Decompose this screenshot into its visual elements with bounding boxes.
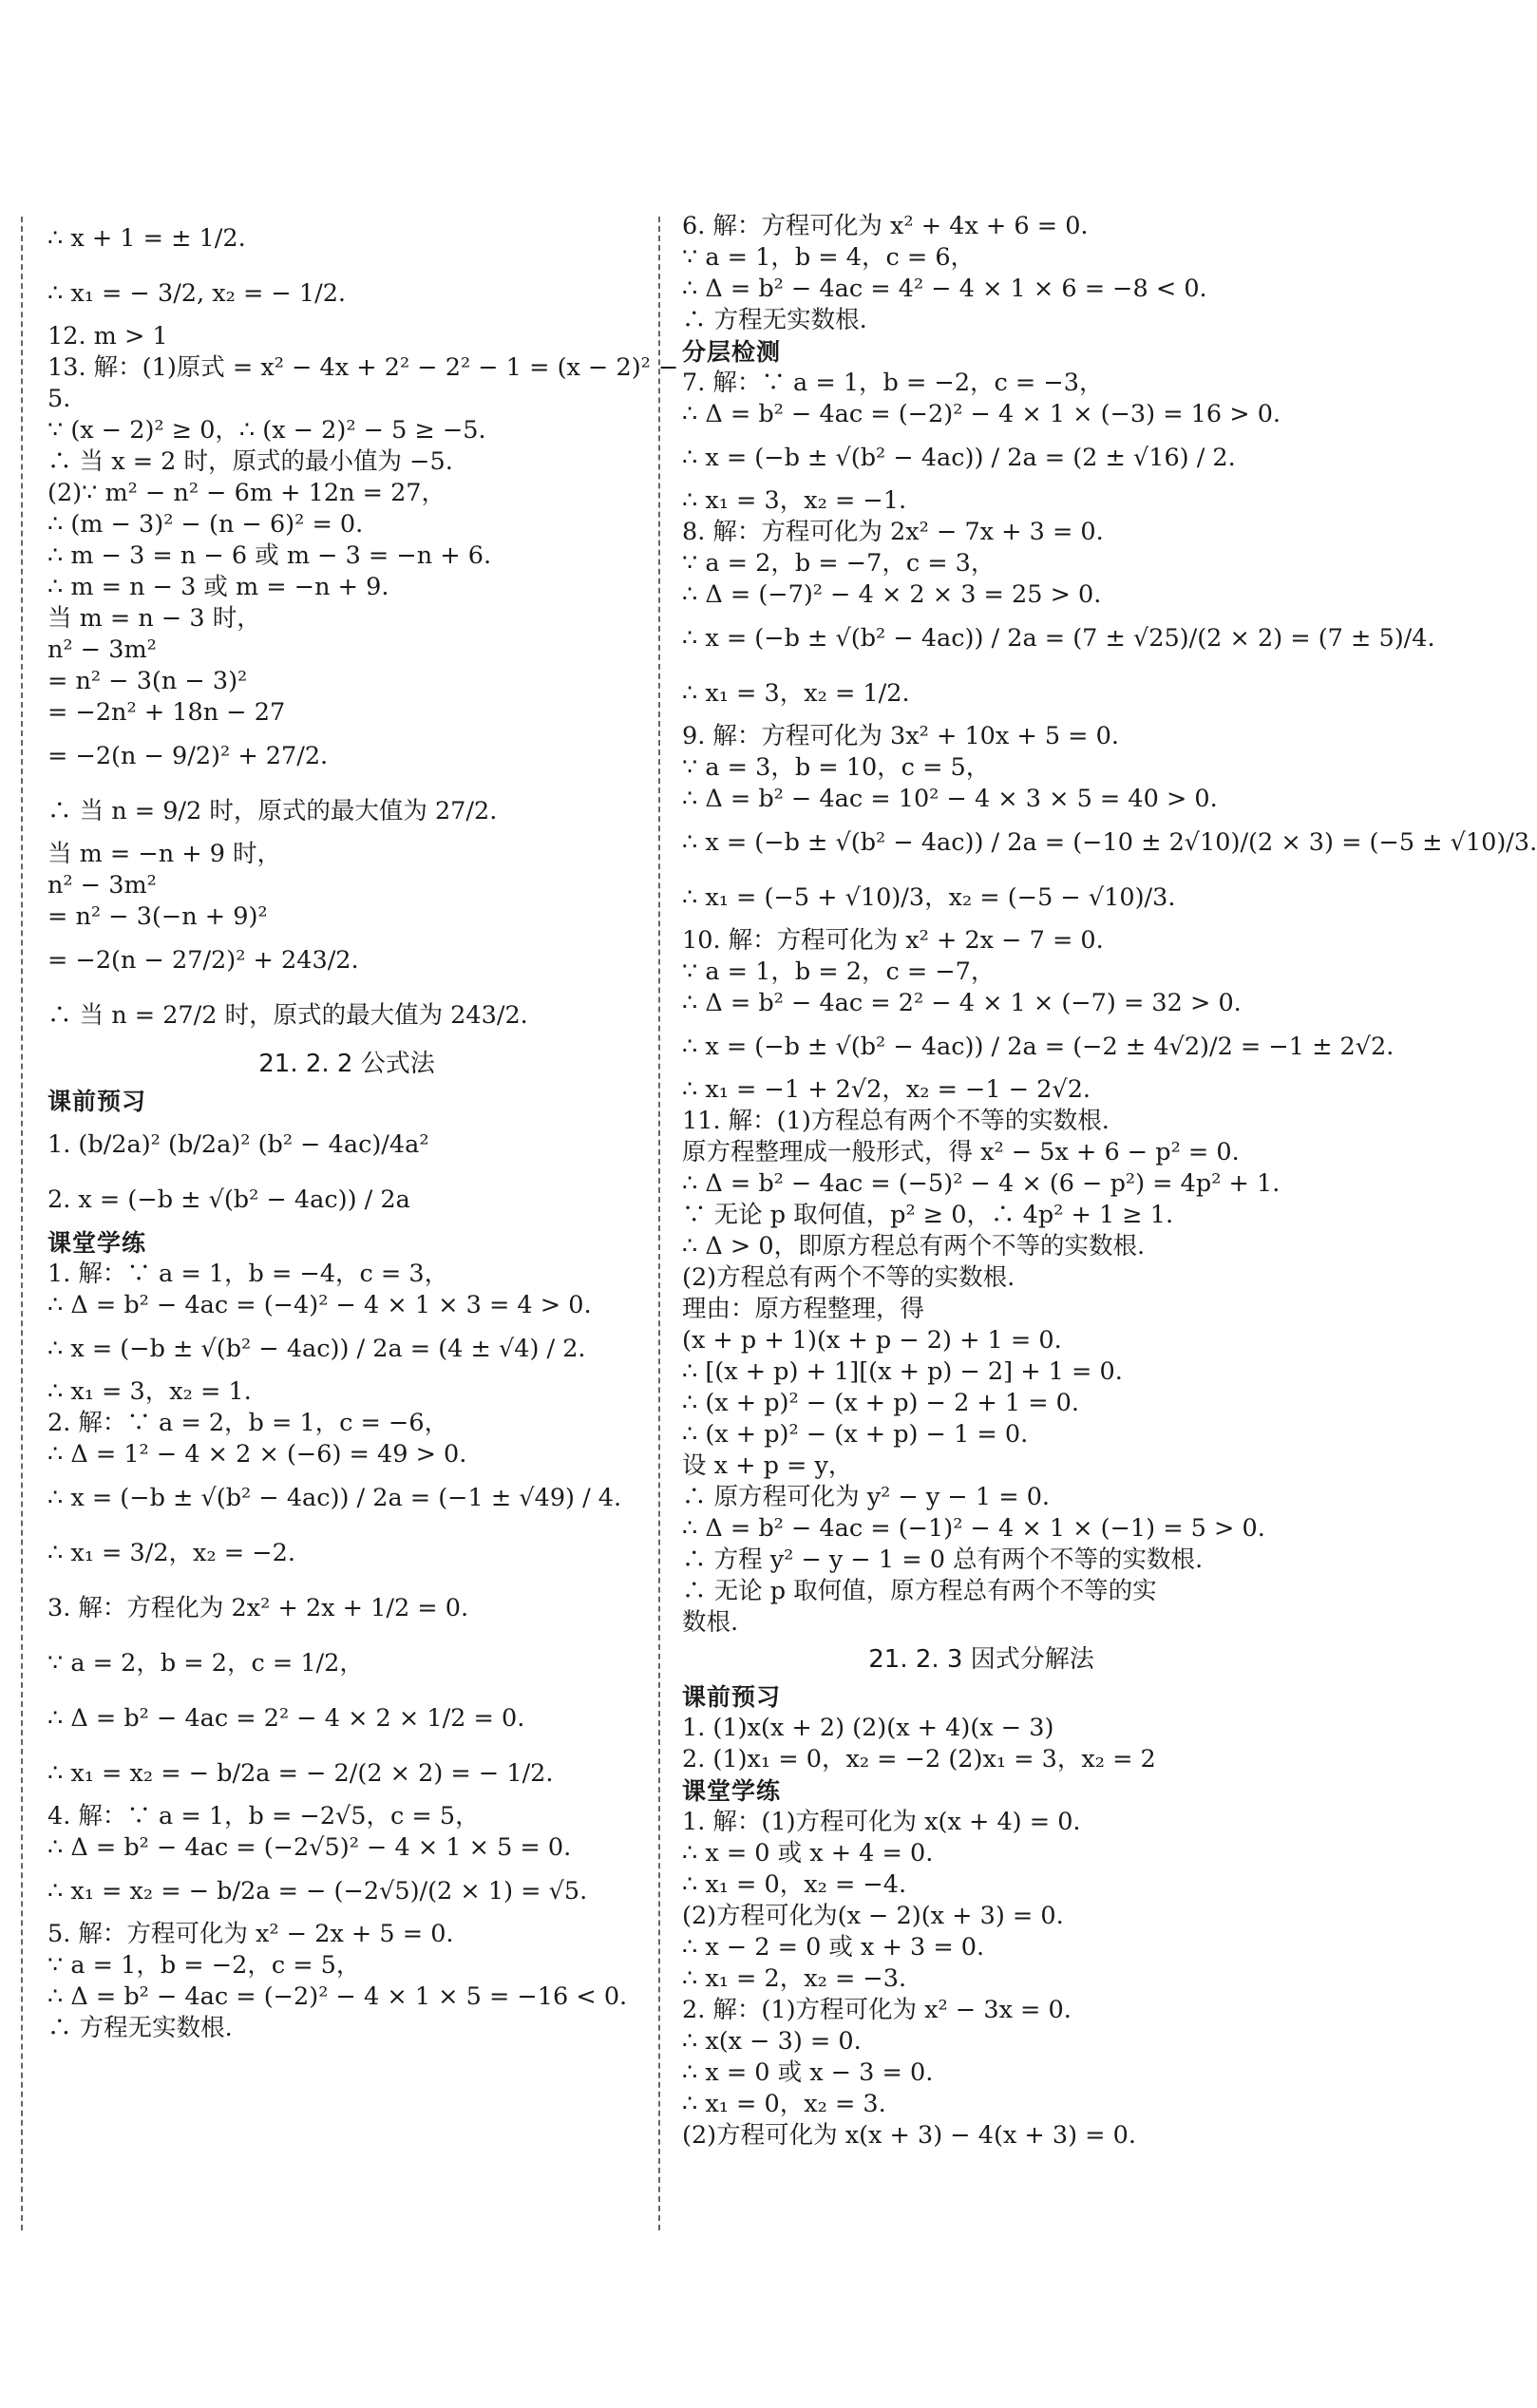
text-line: ∴ (x + p)² − (x + p) − 2 + 1 = 0.	[682, 1389, 1079, 1417]
text-line: ∴ x₁ = 0，x₂ = −4.	[682, 1870, 907, 1899]
text-line: = −2(n − 9/2)² + 27/2.	[47, 742, 329, 770]
text-line: 原方程整理成一般形式，得 x² − 5x + 6 − p² = 0.	[682, 1138, 1240, 1166]
text-line: 9. 解：方程可化为 3x² + 10x + 5 = 0.	[682, 722, 1119, 750]
text-line: ∴ Δ = b² − 4ac = (−2)² − 4 × 1 × (−3) = 16 > 0.	[682, 400, 1281, 428]
text-line: 1. (1)x(x + 2) (2)(x + 4)(x − 3)	[682, 1714, 1054, 1742]
section-title: 21. 2. 2 公式法	[258, 1050, 435, 1078]
text-line: 8. 解：方程可化为 2x² − 7x + 3 = 0.	[682, 518, 1104, 546]
text-line: ∴ Δ = b² − 4ac = (−5)² − 4 × (6 − p²) = 4p² + 1.	[682, 1169, 1281, 1198]
column-divider	[658, 217, 660, 2230]
text-line: ∴ x = (−b ± √(b² − 4ac)) / 2a = (−2 ± 4√2)/2 = −1 ± 2√2.	[682, 1033, 1395, 1061]
text-line: ∴ x = (−b ± √(b² − 4ac)) / 2a = (−10 ± 2√10)/(2 × 3) = (−5 ± √10)/3.	[682, 828, 1537, 857]
left-margin-dash	[21, 217, 23, 2230]
text-line: 7. 解：∵ a = 1，b = −2，c = −3，	[682, 369, 1104, 397]
text-line: = n² − 3(n − 3)²	[47, 667, 248, 695]
text-line: ∴ 无论 p 取何值，原方程总有两个不等的实	[682, 1577, 1157, 1605]
text-line: ∴ 原方程可化为 y² − y − 1 = 0.	[682, 1483, 1051, 1511]
text-line: ∴ x = 0 或 x + 4 = 0.	[682, 1839, 934, 1868]
text-line: 数根.	[682, 1608, 739, 1637]
text-line: ∴ x − 2 = 0 或 x + 3 = 0.	[682, 1933, 985, 1962]
text-line: 10. 解：方程可化为 x² + 2x − 7 = 0.	[682, 926, 1104, 955]
text-line: ∴ x₁ = 0，x₂ = 3.	[682, 2090, 886, 2118]
text-line: ∵ a = 2，b = −7，c = 3，	[682, 549, 996, 578]
text-line: ∴ x₁ = (−5 + √10)/3，x₂ = (−5 − √10)/3.	[682, 883, 1176, 912]
text-line: ∴ Δ = b² − 4ac = (−2)² − 4 × 1 × 5 = −16 < 0.	[47, 1982, 628, 2011]
text-line: ∴ 方程无实数根.	[47, 2014, 233, 2042]
text-line: (2)方程总有两个不等的实数根.	[682, 1263, 1015, 1292]
text-line: ∴ x = (−b ± √(b² − 4ac)) / 2a = (−1 ± √49) / 4.	[47, 1484, 622, 1512]
text-line: n² − 3m²	[47, 871, 157, 900]
text-line: ∴ 方程 y² − y − 1 = 0 总有两个不等的实数根.	[682, 1545, 1204, 1574]
text-line: ∴ Δ = b² − 4ac = 4² − 4 × 1 × 6 = −8 < 0.	[682, 275, 1207, 303]
text-line: ∴ x₁ = x₂ = − b/2a = − 2/(2 × 2) = − 1/2.	[47, 1759, 554, 1788]
text-line: ∴ x₁ = 3/2，x₂ = −2.	[47, 1539, 295, 1567]
right-column	[682, 211, 1537, 2152]
text-line: 1. 解：(1)方程可化为 x(x + 4) = 0.	[682, 1808, 1081, 1836]
text-line: ∵ a = 1，b = 2，c = −7，	[682, 958, 996, 986]
text-line: ∴ Δ = b² − 4ac = (−1)² − 4 × 1 × (−1) = 5 > 0.	[682, 1514, 1265, 1543]
text-line: n² − 3m²	[47, 635, 157, 664]
text-line: ∴ x₁ = x₂ = − b/2a = − (−2√5)/(2 × 1) = √5.	[47, 1877, 588, 1906]
text-line: 3. 解：方程化为 2x² + 2x + 1/2 = 0.	[47, 1594, 469, 1622]
text-line: ∴ Δ = (−7)² − 4 × 2 × 3 = 25 > 0.	[682, 580, 1102, 609]
text-line: ∴ Δ = b² − 4ac = (−2√5)² − 4 × 1 × 5 = 0.	[47, 1833, 572, 1862]
text-line: 1. (b/2a)² (b/2a)² (b² − 4ac)/4a²	[47, 1130, 429, 1159]
text-line: ∴ [(x + p) + 1][(x + p) − 2] + 1 = 0.	[682, 1357, 1123, 1386]
section-heading: 课前预习	[47, 1088, 147, 1115]
text-line: ∴ (m − 3)² − (n − 6)² = 0.	[47, 510, 364, 539]
text-line: 2. x = (−b ± √(b² − 4ac)) / 2a	[47, 1185, 410, 1214]
text-line: 当 m = n − 3 时，	[47, 604, 261, 633]
section-heading: 分层检测	[682, 338, 782, 366]
text-line: (2)方程可化为(x − 2)(x + 3) = 0.	[682, 1902, 1064, 1930]
text-line: ∴ Δ = b² − 4ac = 10² − 4 × 3 × 5 = 40 > 0.	[682, 785, 1218, 813]
text-line: ∴ x₁ = 2，x₂ = −3.	[682, 1964, 907, 1993]
text-line: 6. 解：方程可化为 x² + 4x + 6 = 0.	[682, 212, 1089, 240]
text-line: ∵ a = 1，b = 4，c = 6，	[682, 243, 976, 272]
text-line: ∴ x = (−b ± √(b² − 4ac)) / 2a = (7 ± √25)/(2 × 2) = (7 ± 5)/4.	[682, 624, 1435, 653]
text-line: (2)方程可化为 x(x + 3) − 4(x + 3) = 0.	[682, 2121, 1136, 2150]
text-line: ∴ 当 x = 2 时，原式的最小值为 −5.	[47, 447, 453, 476]
text-line: ∴ 当 n = 9/2 时，原式的最大值为 27/2.	[47, 797, 498, 825]
text-line: 12. m > 1	[47, 322, 168, 351]
text-line: 4. 解：∵ a = 1，b = −2√5，c = 5，	[47, 1802, 480, 1830]
text-line: ∴ x + 1 = ± 1/2.	[47, 224, 246, 253]
text-line: ∴ x = (−b ± √(b² − 4ac)) / 2a = (4 ± √4) / 2.	[47, 1335, 586, 1363]
text-line: ∴ Δ = b² − 4ac = 2² − 4 × 2 × 1/2 = 0.	[47, 1704, 525, 1733]
text-line: 13. 解：(1)原式 = x² − 4x + 2² − 2² − 1 = (x − 2)² −	[47, 353, 679, 382]
text-line: ∴ 当 n = 27/2 时，原式的最大值为 243/2.	[47, 1001, 528, 1030]
text-line: = −2(n − 27/2)² + 243/2.	[47, 946, 359, 975]
section-heading: 课堂学练	[47, 1229, 147, 1257]
text-line: ∴ Δ > 0，即原方程总有两个不等的实数根.	[682, 1232, 1146, 1261]
text-line: (2)∵ m² − n² − 6m + 12n = 27，	[47, 479, 446, 507]
text-line: 理由：原方程整理，得	[682, 1295, 925, 1323]
text-line: ∴ Δ = 1² − 4 × 2 × (−6) = 49 > 0.	[47, 1440, 467, 1469]
text-line: 2. (1)x₁ = 0，x₂ = −2 (2)x₁ = 3，x₂ = 2	[682, 1745, 1156, 1773]
text-line: ∵ a = 2，b = 2，c = 1/2，	[47, 1649, 364, 1678]
text-line: ∴ 方程无实数根.	[682, 306, 867, 334]
text-line: 11. 解：(1)方程总有两个不等的实数根.	[682, 1107, 1110, 1135]
text-line: ∴ m − 3 = n − 6 或 m − 3 = −n + 6.	[47, 541, 492, 570]
text-line: 5. 解：方程可化为 x² − 2x + 5 = 0.	[47, 1920, 454, 1948]
text-line: ∵ (x − 2)² ≥ 0，∴ (x − 2)² − 5 ≥ −5.	[47, 416, 486, 445]
text-line: ∴ x₁ = −1 + 2√2，x₂ = −1 − 2√2.	[682, 1075, 1091, 1104]
text-line: 2. 解：∵ a = 2，b = 1，c = −6，	[47, 1409, 449, 1437]
text-line: ∵ a = 3，b = 10，c = 5，	[682, 753, 991, 782]
text-line: ∴ x₁ = 3，x₂ = 1.	[47, 1377, 252, 1406]
text-line: 1. 解：∵ a = 1，b = −4，c = 3，	[47, 1260, 449, 1288]
text-line: = n² − 3(−n + 9)²	[47, 902, 268, 931]
text-line: ∵ a = 1，b = −2，c = 5，	[47, 1951, 361, 1980]
text-line: ∴ x(x − 3) = 0.	[682, 2027, 862, 2056]
text-line: ∴ Δ = b² − 4ac = 2² − 4 × 1 × (−7) = 32 > 0.	[682, 989, 1242, 1017]
text-line: ∴ x₁ = 3，x₂ = 1/2.	[682, 679, 910, 708]
text-line: 设 x + p = y，	[682, 1451, 853, 1480]
text-line: 当 m = −n + 9 时，	[47, 840, 282, 868]
text-line: = −2n² + 18n − 27	[47, 698, 286, 727]
section-heading: 课堂学练	[682, 1777, 782, 1805]
text-line: ∴ x = (−b ± √(b² − 4ac)) / 2a = (2 ± √16) / 2.	[682, 444, 1236, 472]
text-line: ∴ Δ = b² − 4ac = (−4)² − 4 × 1 × 3 = 4 > 0.	[47, 1291, 592, 1319]
text-line: 5.	[47, 385, 71, 413]
text-line: ∴ x = 0 或 x − 3 = 0.	[682, 2058, 934, 2087]
text-line: ∵ 无论 p 取何值，p² ≥ 0，∴ 4p² + 1 ≥ 1.	[682, 1201, 1174, 1229]
text-line: ∴ x₁ = − 3/2, x₂ = − 1/2.	[47, 279, 347, 308]
text-line: ∴ x₁ = 3，x₂ = −1.	[682, 486, 907, 515]
text-line: ∴ (x + p)² − (x + p) − 1 = 0.	[682, 1420, 1029, 1449]
text-line: 2. 解：(1)方程可化为 x² − 3x = 0.	[682, 1996, 1072, 2024]
text-line: ∴ m = n − 3 或 m = −n + 9.	[47, 573, 389, 601]
left-column	[47, 211, 679, 2044]
section-heading: 课前预习	[682, 1683, 782, 1711]
section-title: 21. 2. 3 因式分解法	[868, 1645, 1094, 1674]
text-line: (x + p + 1)(x + p − 2) + 1 = 0.	[682, 1326, 1062, 1355]
